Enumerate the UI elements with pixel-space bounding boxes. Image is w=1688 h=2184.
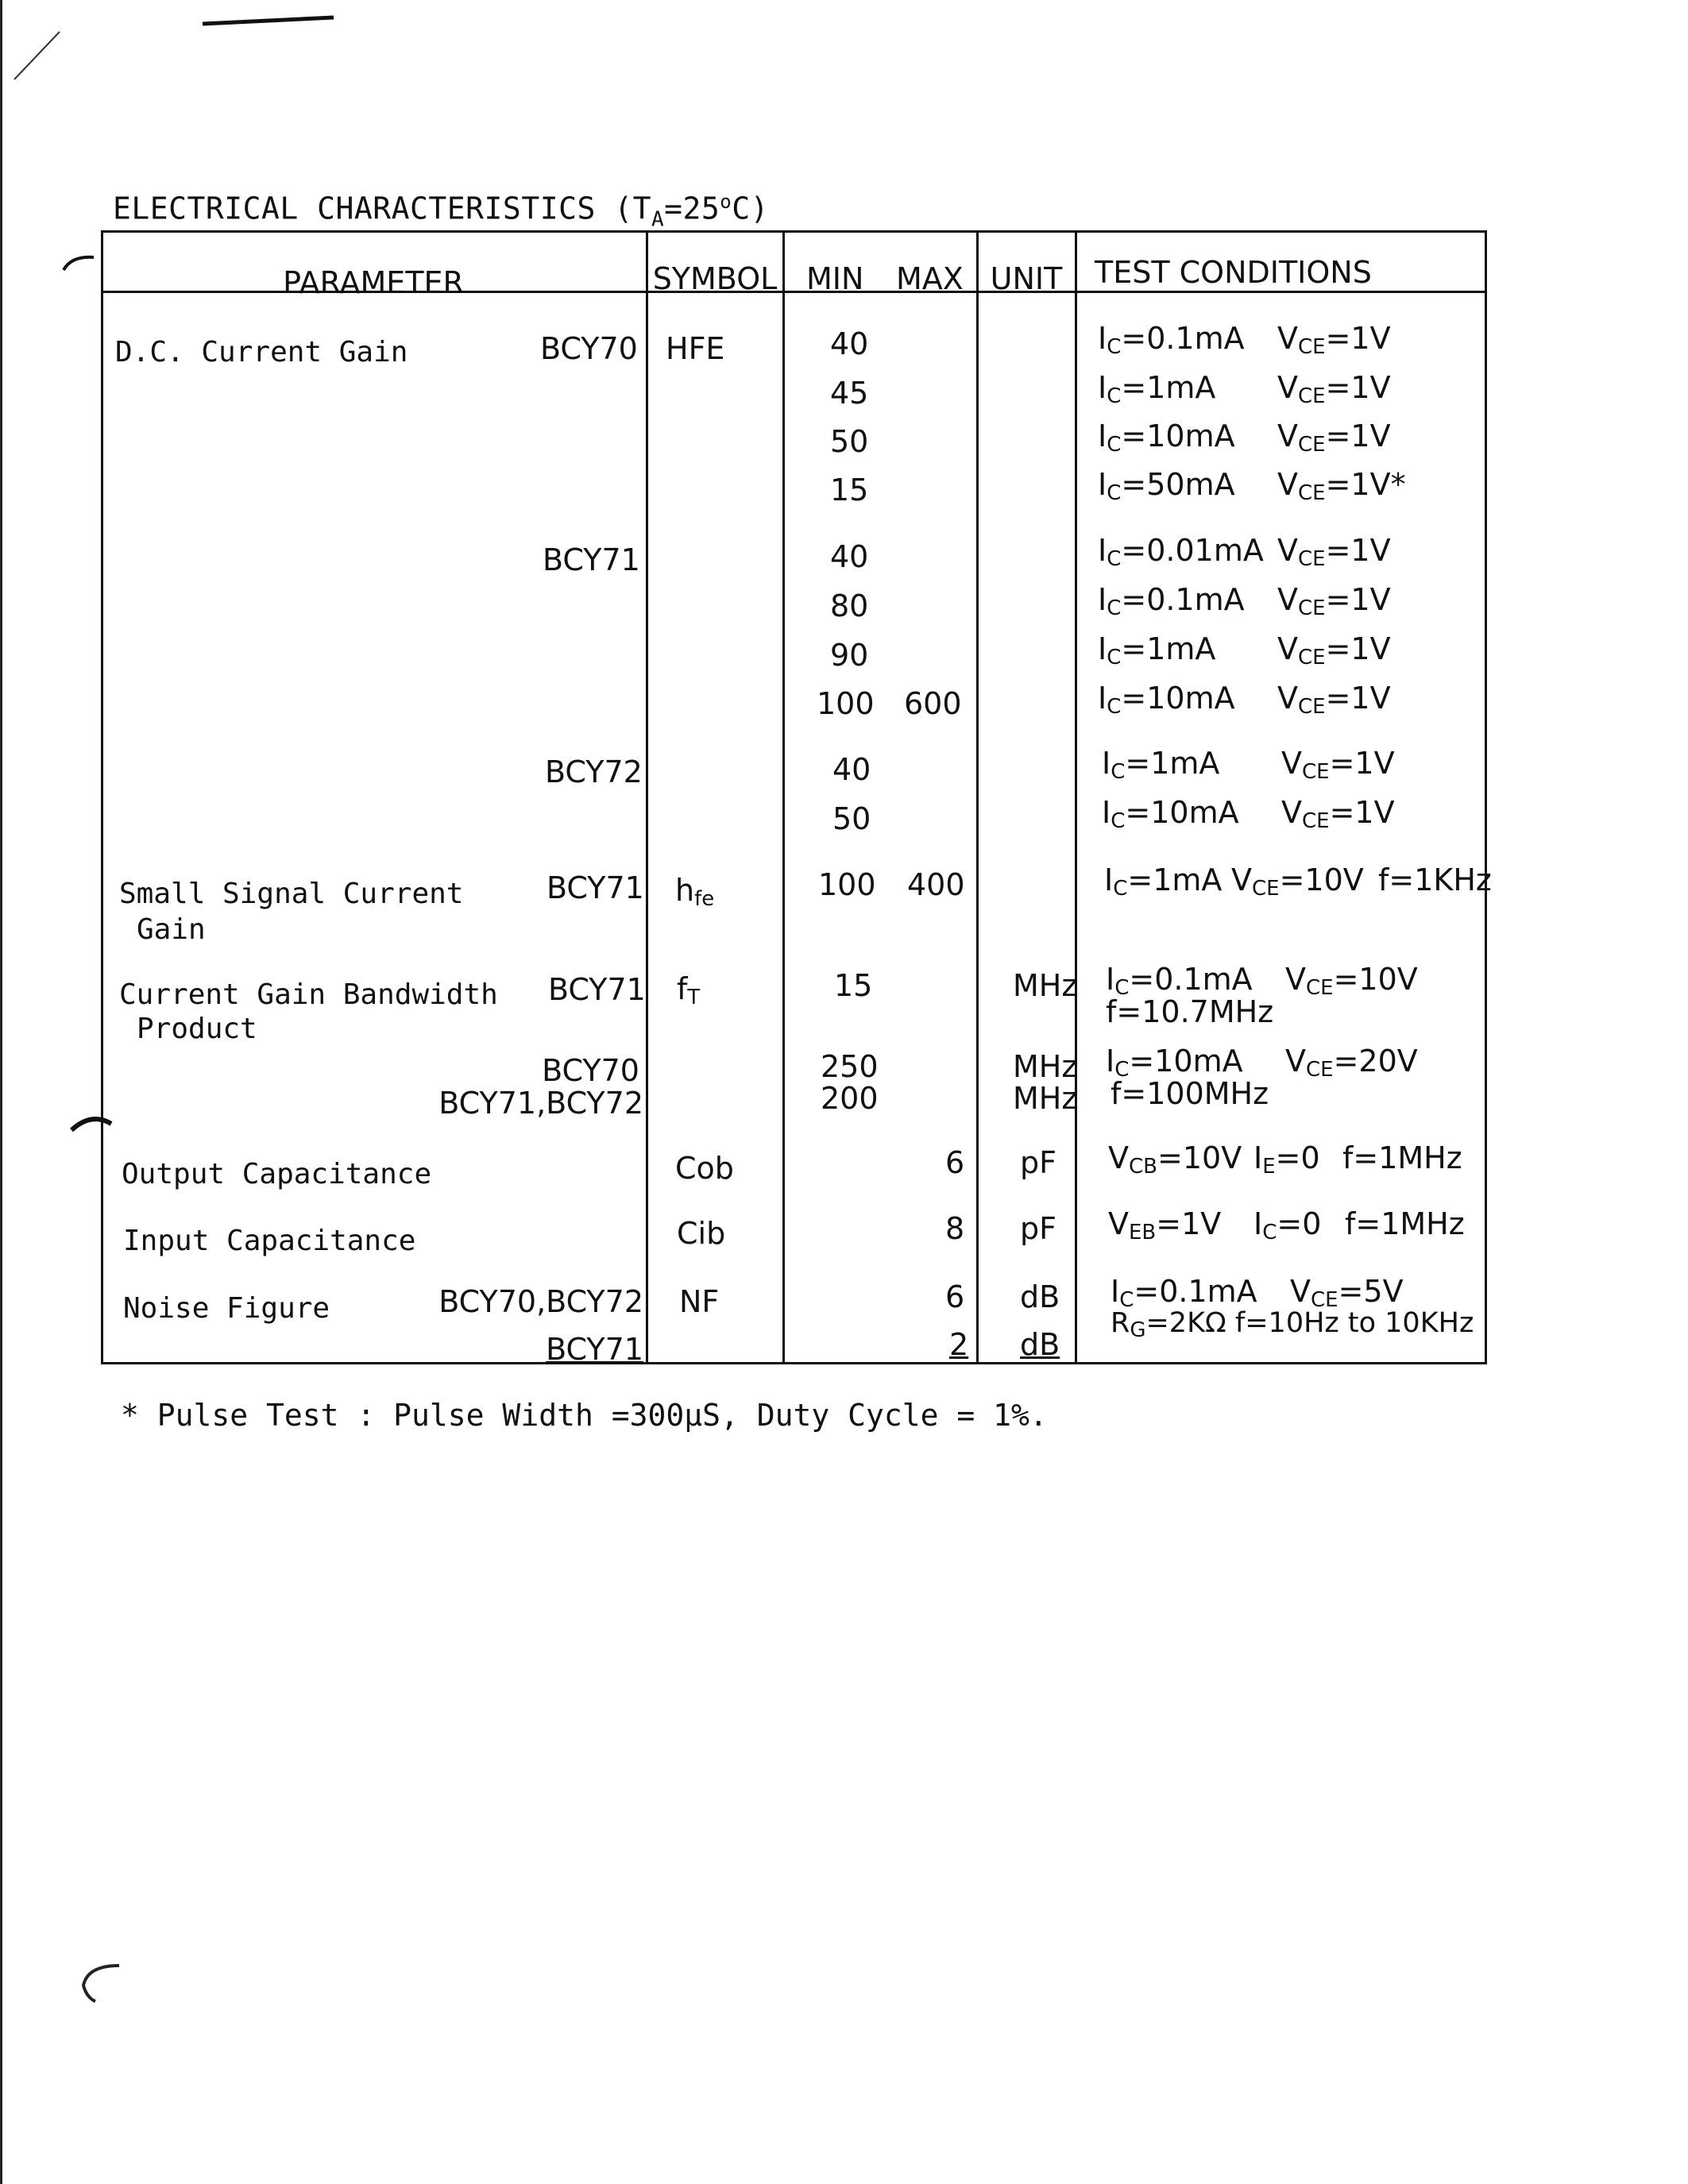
unit-value: MHz [1013,968,1078,1003]
max-value: 400 [907,867,965,902]
symbol-cib: Cib [677,1216,726,1251]
min-value: 45 [830,376,869,411]
device-bcy71: BCY71 [546,1332,643,1367]
test-condition-vce: $V_{CE}=1V$ [1277,419,1391,457]
binder-mark-3 [75,1950,131,2013]
test-condition-vce: $V_{CE}=1V$ [1277,533,1391,571]
unit-value: MHz [1013,1081,1078,1116]
test-condition-ic: $I_C=0.1mA$ [1106,962,1253,1000]
min-value: 15 [830,473,869,507]
test-condition-vce: $V_{CE}=1V$ [1277,681,1391,719]
device-bcy71: BCY71 [548,972,646,1007]
min-value: 200 [821,1081,879,1116]
symbol-nf: NF [679,1284,720,1319]
test-condition-vce: $V_{CE}=1V$ [1277,631,1391,669]
test-condition-ic: $I_C=1mA$ [1104,862,1223,901]
page-title: ELECTRICAL CHARACTERISTICS $(T_A=25^oC)$ [113,191,769,232]
min-value: 50 [830,424,869,459]
max-value: 600 [904,686,962,721]
test-condition-freq: f=1KHz [1378,862,1492,897]
test-condition-ic: $I_C=50mA$ [1098,467,1235,505]
unit-value: MHz [1013,1049,1078,1084]
test-condition-ic: $I_C=0$ [1253,1206,1322,1244]
max-value: 8 [945,1211,965,1246]
page-left-edge [0,0,2,2184]
min-value: 15 [834,968,873,1003]
header-max: MAX [896,261,964,296]
unit-value: dB [1020,1279,1060,1314]
test-condition-vcb: $V_{CB}=10V$ [1108,1140,1242,1179]
device-bcy70: BCY70 [540,331,638,366]
test-condition-ic: $I_C=0.1mA$ [1098,582,1245,620]
min-value: 100 [818,867,876,902]
test-condition-ic: $I_C=1mA$ [1102,746,1220,784]
test-condition-vce: $V_{CE}=10V$ [1231,862,1364,901]
test-condition-vce: $V_{CE}=1V$ [1281,795,1395,833]
test-condition-ic: $I_C=10mA$ [1106,1044,1243,1082]
param-gain-bandwidth-cont: Product [137,1013,257,1045]
device-bcy71: BCY71 [543,542,640,577]
test-condition-freq: f=10.7MHz [1106,994,1274,1029]
device-bcy71: BCY71 [547,870,644,905]
symbol-ft: $f_T$ [677,971,701,1009]
test-condition-vce: $V_{CE}=1V$ [1277,582,1391,620]
binder-mark-1 [56,246,103,278]
min-value: 250 [821,1049,879,1084]
device-bcy71-bcy72: BCY71,BCY72 [438,1086,643,1121]
test-condition-vce: $V_{CE}=10V$ [1285,962,1418,1000]
col-divider-conditions [1075,230,1077,1364]
test-condition-vce: $V_{CE}=1V$ [1281,746,1395,784]
param-small-signal-gain-cont: Gain [137,913,206,946]
header-symbol: SYMBOL [652,261,778,296]
param-noise-figure: Noise Figure [123,1292,330,1325]
param-dc-current-gain: D.C. Current Gain [115,336,408,369]
test-condition-vce: $V_{CE}=1V*$ [1277,467,1406,505]
test-condition-ie: $I_E=0$ [1253,1140,1320,1179]
col-divider-symbol [646,230,648,1364]
test-condition-freq: f=100MHz [1111,1076,1269,1111]
min-value: 40 [832,752,871,787]
test-condition-ic: $I_C=0.1mA$ [1111,1274,1257,1312]
device-bcy70-bcy72: BCY70,BCY72 [438,1284,643,1319]
test-condition-vce: $V_{CE}=20V$ [1285,1044,1418,1082]
test-condition-ic: $I_C=10mA$ [1102,795,1239,833]
device-bcy70: BCY70 [542,1053,639,1088]
symbol-hfe-small: $h_{fe}$ [675,873,715,911]
min-value: 40 [830,539,869,574]
param-output-capacitance: Output Capacitance [122,1158,432,1190]
min-value: 90 [830,638,869,673]
test-condition-rg: $R_G=2K\Omega$ f=10Hz to 10KHz [1111,1307,1474,1342]
param-small-signal-gain: Small Signal Current [119,878,464,910]
test-condition-ic: $I_C=1mA$ [1098,370,1216,408]
pulse-test-footnote: * Pulse Test : Pulse Width =300μS, Duty Cycle = 1%. [121,1398,1048,1433]
test-condition-ic: $I_C=1mA$ [1098,631,1216,669]
min-value: 100 [817,686,875,721]
max-value: 6 [945,1279,965,1314]
col-divider-unit [976,230,979,1364]
scan-marks [0,0,365,95]
unit-value: pF [1020,1211,1056,1246]
unit-value: pF [1020,1145,1056,1180]
header-parameter: PARAMETER [283,265,464,300]
header-unit: UNIT [990,261,1063,296]
test-condition-ic: $I_C=0.01mA$ [1098,533,1264,571]
test-condition-ic: $I_C=0.1mA$ [1098,321,1245,359]
header-min: MIN [806,261,864,296]
header-test-conditions: TEST CONDITIONS [1095,255,1372,290]
max-value: 6 [945,1145,965,1180]
test-condition-ic: $I_C=10mA$ [1098,681,1235,719]
test-condition-vce: $V_{CE}=5V$ [1290,1274,1404,1312]
test-condition-vce: $V_{CE}=1V$ [1277,321,1391,359]
test-condition-vce: $V_{CE}=1V$ [1277,370,1391,408]
param-input-capacitance: Input Capacitance [123,1225,416,1257]
min-value: 40 [830,326,869,361]
symbol-hfe: HFE [666,331,725,366]
test-condition-freq: f=1MHz [1342,1140,1462,1175]
test-condition-veb: $V_{EB}=1V$ [1108,1206,1222,1244]
unit-value: dB [1020,1327,1060,1362]
col-divider-min [782,230,785,1364]
device-bcy72: BCY72 [545,754,643,789]
param-gain-bandwidth: Current Gain Bandwidth [119,978,498,1011]
test-condition-ic: $I_C=10mA$ [1098,419,1235,457]
min-value: 50 [832,801,871,836]
test-condition-freq: f=1MHz [1345,1206,1465,1241]
symbol-cob: Cob [675,1151,734,1186]
max-value: 2 [949,1327,969,1362]
min-value: 80 [830,588,869,623]
